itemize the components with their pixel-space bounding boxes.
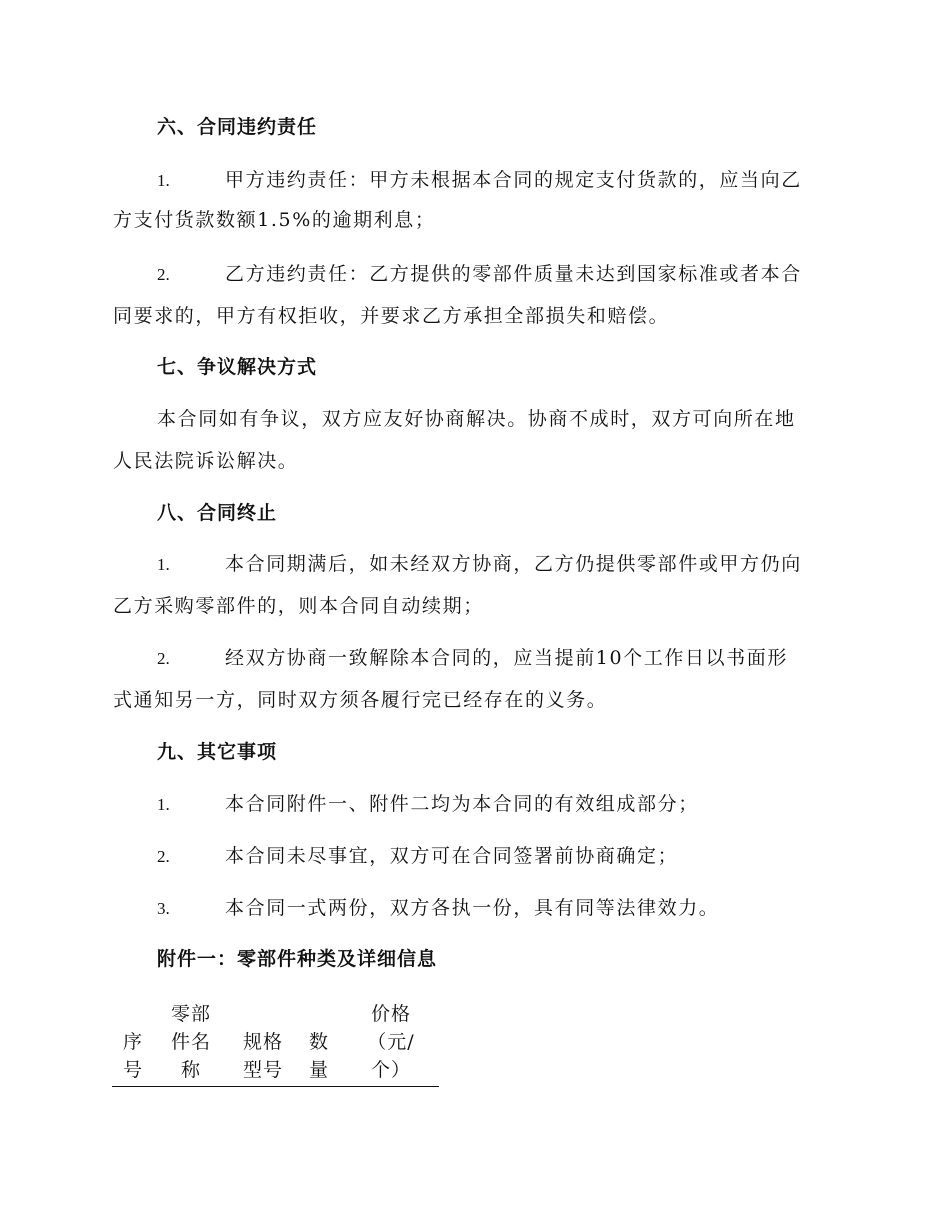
item-text: 本合同未尽事宜，双方可在合同签署前协商确定；: [225, 845, 679, 867]
section-heading-breach: 六、合同违约责任: [157, 116, 318, 138]
table-header-quantity: 数 量: [308, 1031, 329, 1081]
item-text: 本合同附件一、附件二均为本合同的有效组成部分；: [225, 793, 699, 815]
paragraph-continuation: 人民法院诉讼解决。: [113, 450, 299, 472]
paragraph-line: 本合同如有争议，双方应友好协商解决。协商不成时，双方可向所在地: [157, 408, 796, 430]
section-heading-termination: 八、合同终止: [157, 502, 278, 524]
parts-table: [112, 1000, 439, 1087]
item-number: 2.: [157, 649, 170, 668]
list-item: [157, 552, 837, 577]
item-continuation: 方支付货款数额1.5%的逾期利息；: [113, 209, 436, 231]
item-text: 甲方违约责任：甲方未根据本合同的规定支付货款的，应当向乙: [225, 169, 802, 191]
item-text: 乙方违约责任：乙方提供的零部件质量未达到国家标准或者本合: [225, 263, 802, 285]
list-item: [157, 646, 837, 671]
item-continuation: 式通知另一方，同时双方须各履行完已经存在的义务。: [113, 689, 608, 711]
list-item: [157, 896, 837, 921]
list-item: [157, 844, 837, 869]
table-header-index: 序 号: [122, 1031, 143, 1081]
table-header-spec-model: 规格 型号: [242, 1031, 283, 1081]
item-text: 本合同期满后，如未经双方协商，乙方仍提供零部件或甲方仍向: [225, 553, 802, 575]
list-item: [157, 262, 837, 287]
item-number: 2.: [157, 847, 170, 866]
item-continuation: 同要求的，甲方有权拒收，并要求乙方承担全部损失和赔偿。: [113, 305, 670, 327]
item-number: 2.: [157, 265, 170, 284]
section-heading-dispute: 七、争议解决方式: [157, 356, 318, 378]
table-header-price: 价格 （元/ 个）: [367, 1003, 415, 1081]
annex-heading: 附件一：零部件种类及详细信息: [157, 948, 438, 970]
item-number: 1.: [157, 795, 170, 814]
item-text: 经双方协商一致解除本合同的，应当提前10个工作日以书面形: [225, 647, 788, 669]
item-text: 本合同一式两份，双方各执一份，具有同等法律效力。: [225, 897, 720, 919]
table-header-part-name: 零部 件名 称: [170, 1003, 211, 1081]
section-heading-other: 九、其它事项: [157, 741, 278, 763]
item-number: 1.: [157, 171, 170, 190]
item-number: 1.: [157, 555, 170, 574]
item-number: 3.: [157, 899, 170, 918]
list-item: [157, 792, 837, 817]
item-continuation: 乙方采购零部件的，则本合同自动续期；: [113, 595, 484, 617]
list-item: [157, 168, 837, 193]
